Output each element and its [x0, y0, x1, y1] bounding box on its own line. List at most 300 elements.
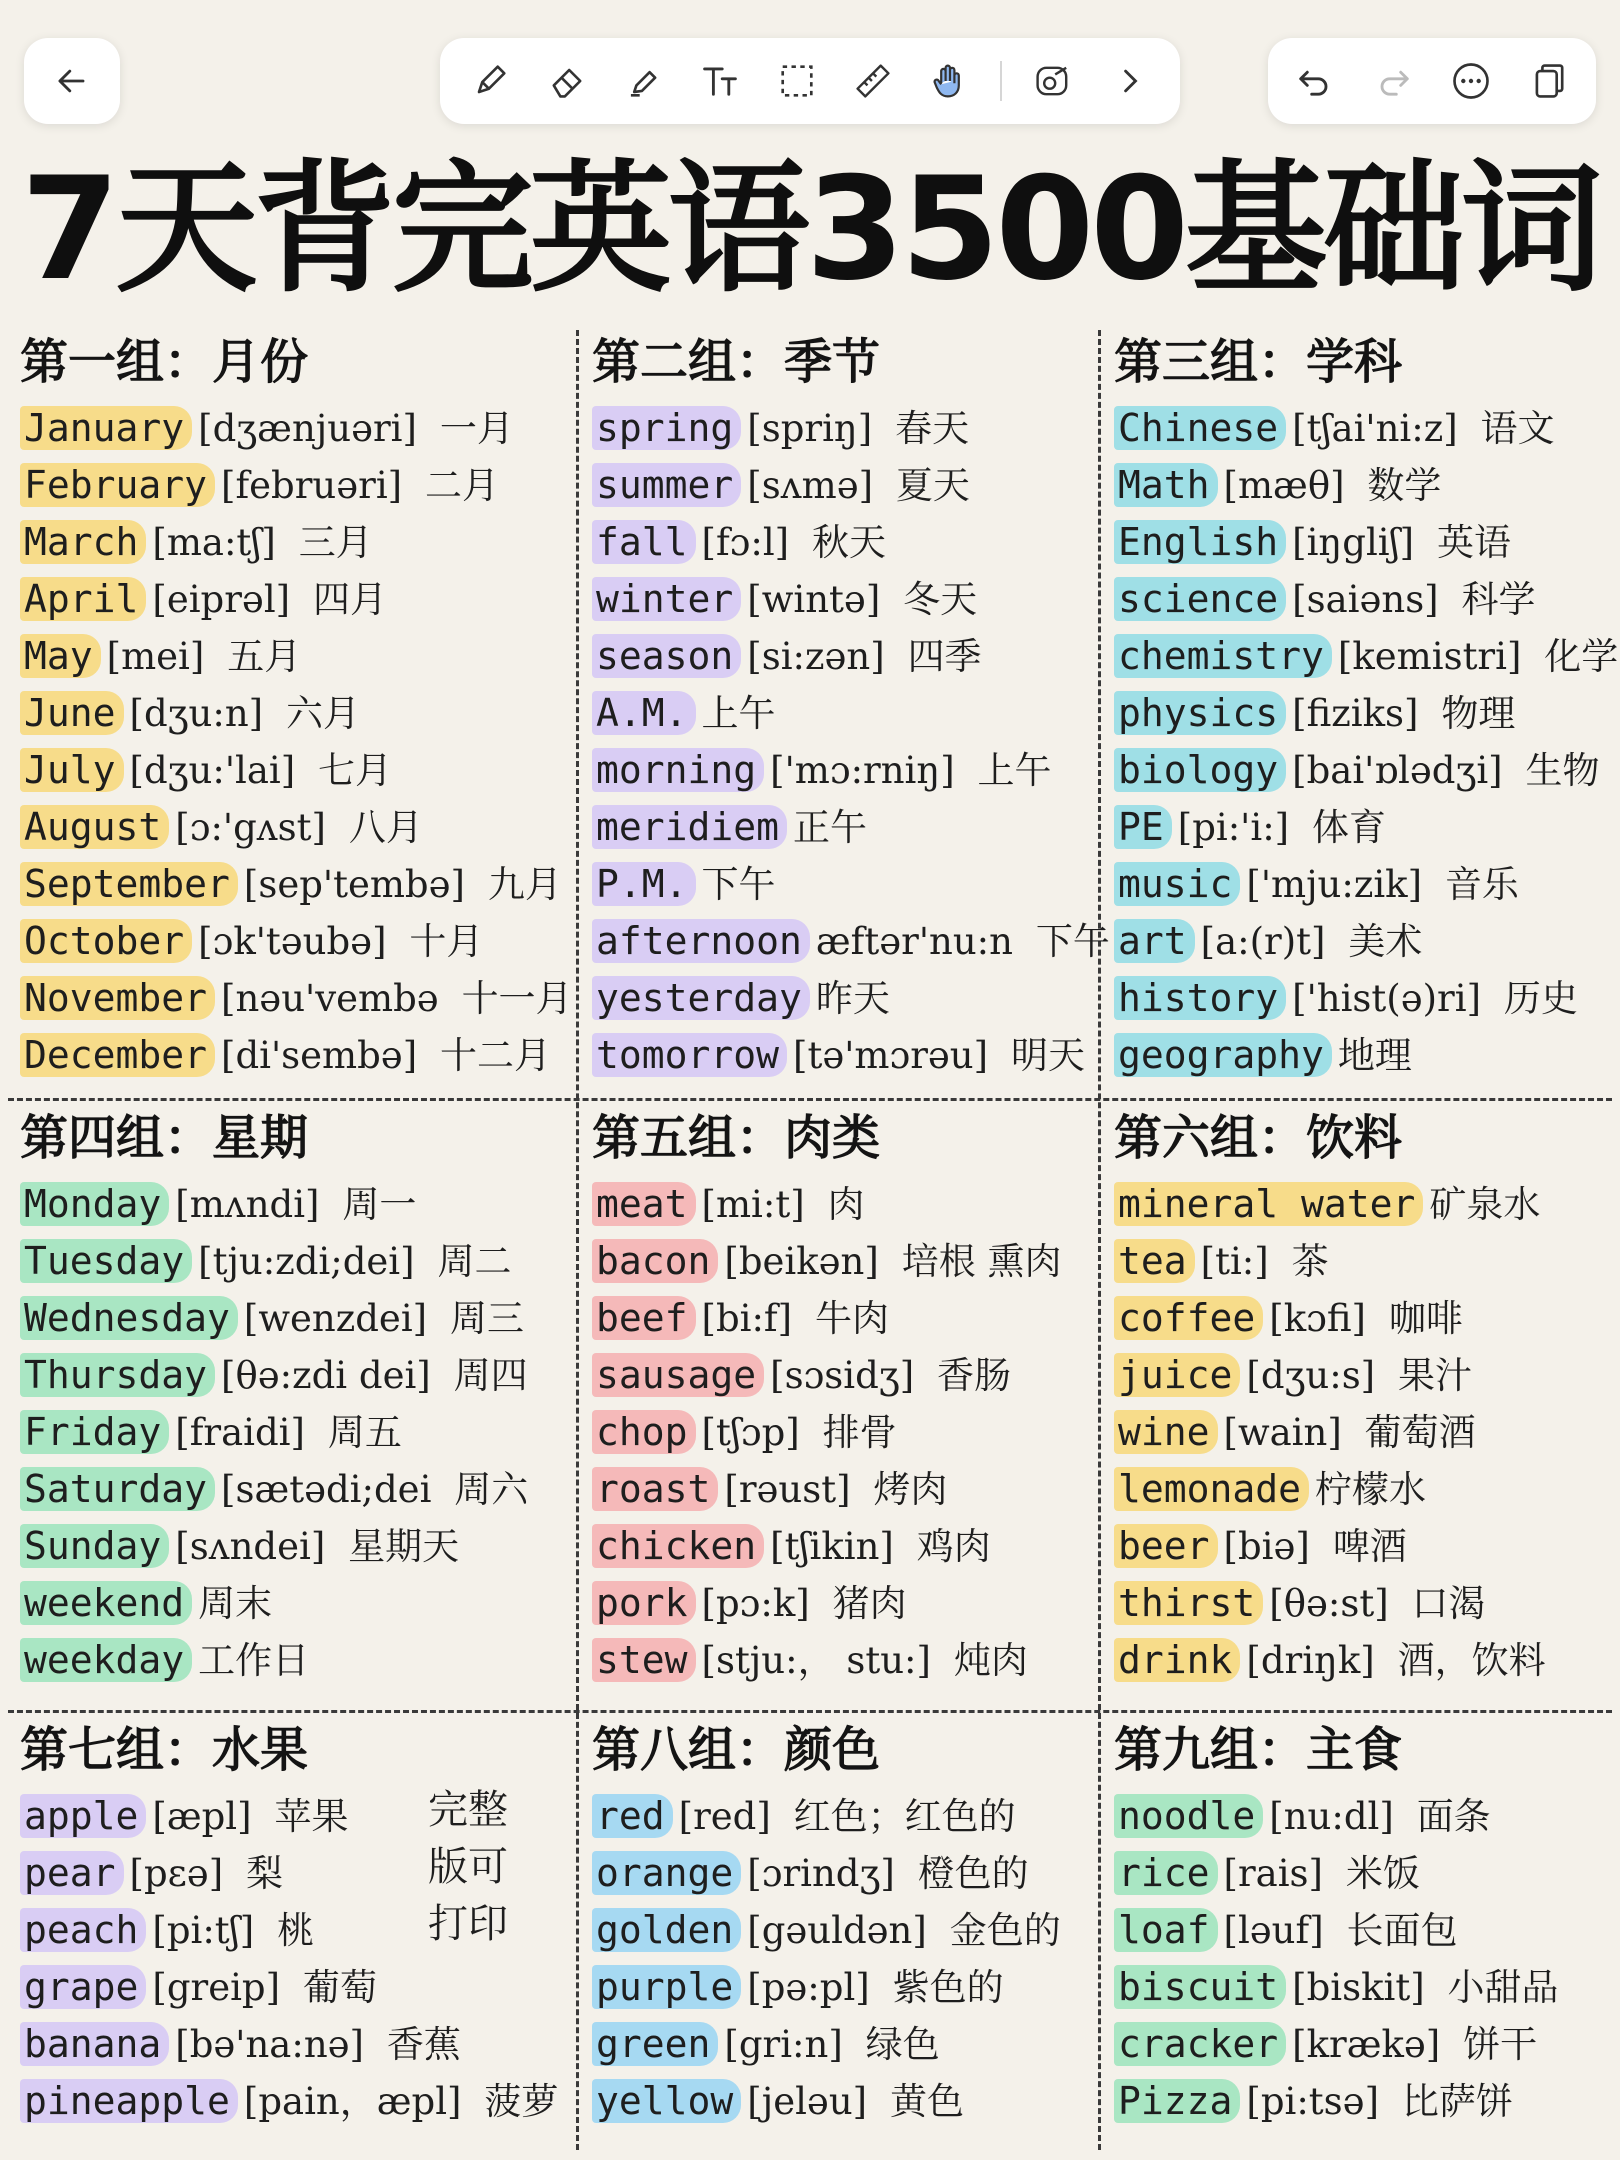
vocab-row [20, 799, 574, 856]
vocab-row [592, 1959, 1098, 2016]
phonetic: [biskit] [1292, 1966, 1425, 2009]
undo-icon[interactable] [1289, 55, 1341, 107]
ruler-icon[interactable] [847, 55, 899, 107]
english-word: weekend [20, 1581, 192, 1625]
tools-toolbar [440, 38, 1180, 124]
lasso-select-icon[interactable] [771, 55, 823, 107]
phonetic: [mi:t] [701, 1183, 805, 1226]
page-title: 7天背完英语3500基础词 [20, 147, 1600, 312]
phonetic: [mei] [106, 635, 205, 678]
chinese-meaning: 排骨 [822, 1411, 897, 1454]
phonetic: [tʃai'ni:z] [1292, 407, 1458, 450]
phonetic: [bai'ɒlədʒi] [1292, 749, 1503, 792]
phonetic: [wain] [1223, 1411, 1342, 1454]
chinese-meaning: 美术 [1348, 920, 1423, 963]
phonetic: [sʌndei] [175, 1525, 326, 1568]
vocab-row [1114, 1461, 1612, 1518]
phonetic: [a:(r)t] [1200, 920, 1326, 963]
english-word: tomorrow [592, 1033, 787, 1077]
vocab-row [1114, 571, 1612, 628]
phonetic: [greip] [152, 1966, 281, 2009]
chinese-meaning: 葡萄 [302, 1966, 377, 2009]
english-word: Monday [20, 1182, 169, 1226]
actions-toolbar [1268, 38, 1596, 124]
chinese-meaning: 上午 [701, 692, 776, 735]
vocab-row [592, 1788, 1098, 1845]
chinese-meaning: 冬天 [903, 578, 978, 621]
chinese-meaning: 葡萄酒 [1364, 1411, 1476, 1454]
vocab-row [20, 742, 574, 799]
vocab-row [20, 1959, 574, 2016]
english-word: purple [592, 1965, 741, 2009]
chinese-meaning: 周一 [342, 1183, 417, 1226]
english-word: Pizza [1114, 2079, 1240, 2123]
vocab-row [20, 1575, 574, 1632]
vocab-row [20, 1461, 574, 1518]
chinese-meaning: 矿泉水 [1429, 1183, 1541, 1226]
english-word: golden [592, 1908, 741, 1952]
vocab-row [592, 913, 1110, 970]
vocab-row [592, 2016, 1098, 2073]
eraser-icon[interactable] [541, 55, 593, 107]
english-word: cracker [1114, 2022, 1286, 2066]
chinese-meaning: 五月 [227, 635, 302, 678]
english-word: pear [20, 1851, 124, 1895]
english-word: January [20, 406, 192, 450]
phonetic: [saiəns] [1292, 578, 1439, 621]
english-word: June [20, 691, 124, 735]
column-divider [1098, 330, 1101, 2150]
english-word: stew [592, 1638, 696, 1682]
vocab-row [592, 970, 1098, 1027]
chinese-meaning: 小甜品 [1447, 1966, 1559, 2009]
column-divider [576, 330, 579, 2150]
phonetic: [mʌndi] [175, 1183, 320, 1226]
group-title: 第六组：饮料 [1114, 1110, 1403, 1166]
vocab-row [1114, 400, 1612, 457]
group-title: 第三组：学科 [1114, 334, 1403, 390]
english-word: chop [592, 1410, 696, 1454]
highlighter-icon[interactable] [617, 55, 669, 107]
english-word: summer [592, 463, 741, 507]
english-word: green [592, 2022, 718, 2066]
chinese-meaning: 数学 [1367, 464, 1442, 507]
vocab-row [592, 742, 1098, 799]
vocab-row [592, 1290, 1098, 1347]
chinese-meaning: 六月 [285, 692, 360, 735]
redo-icon[interactable] [1367, 55, 1419, 107]
chinese-meaning: 夏天 [895, 464, 970, 507]
phonetic: [jeləu] [747, 2080, 868, 2123]
english-word: chemistry [1114, 634, 1332, 678]
english-word: thirst [1114, 1581, 1263, 1625]
group-title: 第四组：星期 [20, 1110, 309, 1166]
chinese-meaning: 面条 [1416, 1795, 1491, 1838]
vocab-row [1114, 1233, 1612, 1290]
chinese-meaning: 红色；红色的 [793, 1795, 1016, 1838]
chinese-meaning: 物理 [1441, 692, 1516, 735]
word-group-3 [1102, 330, 1619, 1084]
group-title: 第九组：主食 [1114, 1722, 1403, 1778]
hand-icon[interactable] [924, 55, 976, 107]
phonetic: [ɔ:'gʌst] [175, 806, 326, 849]
word-group-8 [580, 1718, 1098, 2130]
chinese-meaning: 饼干 [1463, 2023, 1538, 2066]
chinese-meaning: 香肠 [937, 1354, 1012, 1397]
english-word: spring [592, 406, 741, 450]
chinese-meaning: 昨天 [815, 977, 890, 1020]
vocab-row [592, 799, 1098, 856]
word-group-9 [1102, 1718, 1612, 2130]
vocab-row [20, 400, 574, 457]
arrow-left-icon[interactable] [46, 55, 98, 107]
phonetic: [stju:， stu:] [701, 1639, 931, 1682]
vocab-row [1114, 970, 1612, 1027]
vocab-row [1114, 1176, 1612, 1233]
phonetic: [ma:tʃ] [152, 521, 276, 564]
english-word: March [20, 520, 146, 564]
chinese-meaning: 正午 [793, 806, 868, 849]
chinese-meaning: 猪肉 [832, 1582, 907, 1625]
vocab-row [592, 2073, 1098, 2130]
chinese-meaning: 体育 [1311, 806, 1386, 849]
english-word: Thursday [20, 1353, 215, 1397]
vocab-row [20, 913, 574, 970]
chinese-meaning: 炖肉 [953, 1639, 1028, 1682]
chinese-meaning: 菠萝 [484, 2080, 559, 2123]
vocab-row [1114, 1902, 1612, 1959]
vocab-grid [8, 330, 1619, 2150]
english-word: beef [592, 1296, 696, 1340]
phonetic: [tʃɔp] [701, 1411, 800, 1454]
vocab-row [592, 1176, 1098, 1233]
chinese-meaning: 七月 [318, 749, 393, 792]
vocab-row [1114, 2016, 1612, 2073]
chinese-meaning: 八月 [348, 806, 423, 849]
word-group-1 [8, 330, 574, 1084]
vocab-row [1114, 1347, 1612, 1404]
phonetic: [fiziks] [1292, 692, 1419, 735]
chinese-meaning: 周二 [437, 1240, 512, 1283]
english-word: geography [1114, 1033, 1332, 1077]
chinese-meaning: 苹果 [274, 1795, 349, 1838]
english-word: peach [20, 1908, 146, 1952]
phonetic: [spriŋ] [747, 407, 873, 450]
vocab-row [592, 856, 1098, 913]
english-word: orange [592, 1851, 741, 1895]
english-word: fall [592, 520, 696, 564]
chinese-meaning: 上午 [977, 749, 1052, 792]
english-word: A.M. [592, 691, 696, 735]
vocab-row [592, 400, 1098, 457]
phonetic: ['mɔ:rniŋ] [770, 749, 955, 792]
side-note-3: 打印 [428, 1901, 508, 1947]
chinese-meaning: 历史 [1503, 977, 1578, 1020]
text-tool-icon[interactable] [694, 55, 746, 107]
english-word: May [20, 634, 101, 678]
vocab-row [1114, 1404, 1612, 1461]
english-word: music [1114, 862, 1240, 906]
phonetic: [biə] [1223, 1525, 1310, 1568]
phonetic: [tə'mɔrəu] [793, 1034, 989, 1077]
english-word: Chinese [1114, 406, 1286, 450]
phonetic: [kɔfi] [1269, 1297, 1366, 1340]
chinese-meaning: 生物 [1525, 749, 1600, 792]
phonetic: ['hist(ə)ri] [1292, 977, 1482, 1020]
phonetic: [driŋk] [1246, 1639, 1375, 1682]
back-toolbar [24, 38, 120, 124]
phonetic: [sep'tembə] [243, 863, 465, 906]
english-word: weekday [20, 1638, 192, 1682]
phonetic: [pi:tʃ] [152, 1909, 255, 1952]
chinese-meaning: 紫色的 [892, 1966, 1004, 2009]
pages-icon[interactable] [1523, 55, 1575, 107]
vocab-row [592, 1845, 1098, 1902]
english-word: loaf [1114, 1908, 1218, 1952]
english-word: grape [20, 1965, 146, 2009]
vocab-row [20, 628, 574, 685]
chinese-meaning: 科学 [1461, 578, 1536, 621]
vocab-row [592, 1027, 1098, 1084]
english-word: drink [1114, 1638, 1240, 1682]
english-word: PE [1114, 805, 1172, 849]
chinese-meaning: 周三 [449, 1297, 524, 1340]
row-divider [8, 1098, 1612, 1101]
vocab-row [20, 970, 574, 1027]
vocab-row [1114, 1575, 1612, 1632]
chinese-meaning: 肉 [827, 1183, 865, 1226]
vocab-row [20, 1632, 574, 1689]
vocab-row [592, 1347, 1098, 1404]
english-word: roast [592, 1467, 718, 1511]
english-word: chicken [592, 1524, 764, 1568]
chinese-meaning: 一月 [439, 407, 514, 450]
vocab-row [20, 457, 574, 514]
english-word: October [20, 919, 192, 963]
phonetic: [iŋgliʃ] [1292, 521, 1415, 564]
group-title: 第一组：月份 [20, 334, 309, 390]
english-word: Math [1114, 463, 1218, 507]
phonetic: [θə:st] [1269, 1582, 1389, 1625]
phonetic: [pɔ:k] [701, 1582, 810, 1625]
vocab-row [592, 628, 1098, 685]
phonetic: [pεə] [129, 1852, 224, 1895]
vocab-row [592, 1902, 1098, 1959]
chinese-meaning: 金色的 [949, 1909, 1061, 1952]
phonetic: [sʌmə] [747, 464, 874, 507]
english-word: season [592, 634, 741, 678]
english-word: English [1114, 520, 1286, 564]
english-word: tea [1114, 1239, 1195, 1283]
chinese-meaning: 橙色的 [917, 1852, 1029, 1895]
vocab-row [20, 1404, 574, 1461]
phonetic: [ləuf] [1223, 1909, 1324, 1952]
vocab-row [20, 1233, 574, 1290]
vocab-row [20, 685, 574, 742]
phonetic: [si:zən] [747, 635, 885, 678]
chinese-meaning: 啤酒 [1332, 1525, 1407, 1568]
english-word: winter [592, 577, 741, 621]
word-group-2 [580, 330, 1110, 1084]
english-word: red [592, 1794, 673, 1838]
english-word: afternoon [592, 919, 810, 963]
chinese-meaning: 英语 [1436, 521, 1511, 564]
chinese-meaning: 化学 [1544, 635, 1619, 678]
chinese-meaning: 四季 [907, 635, 982, 678]
chinese-meaning: 口渴 [1411, 1582, 1486, 1625]
english-word: meridiem [592, 805, 787, 849]
phonetic: [rais] [1223, 1852, 1323, 1895]
phonetic: [gəuldən] [747, 1909, 927, 1952]
phonetic: [ɔk'təubə] [198, 920, 387, 963]
chinese-meaning: 周六 [454, 1468, 529, 1511]
phonetic: [dʒu:s] [1246, 1354, 1376, 1397]
english-word: apple [20, 1794, 146, 1838]
vocab-row [1114, 1959, 1612, 2016]
chinese-meaning: 香蕉 [386, 2023, 461, 2066]
chinese-meaning: 周五 [327, 1411, 402, 1454]
vocab-row [20, 856, 574, 913]
vocab-row [20, 571, 574, 628]
english-word: pork [592, 1581, 696, 1625]
english-word: December [20, 1033, 215, 1077]
phonetic: [februəri] [221, 464, 403, 507]
chinese-meaning: 咖啡 [1388, 1297, 1463, 1340]
chinese-meaning: 长面包 [1346, 1909, 1458, 1952]
phonetic: [ɔrindʒ] [747, 1852, 895, 1895]
phonetic: [gri:n] [724, 2023, 843, 2066]
vocab-row [20, 1027, 574, 1084]
phonetic: [pain，æpl] [243, 2080, 462, 2123]
chinese-meaning: 春天 [895, 407, 970, 450]
vocab-row [592, 1461, 1098, 1518]
chinese-meaning: 秋天 [812, 521, 886, 564]
chinese-meaning: 工作日 [198, 1639, 310, 1682]
english-word: Tuesday [20, 1239, 192, 1283]
chinese-meaning: 牛肉 [814, 1297, 889, 1340]
chinese-meaning: 梨 [246, 1852, 284, 1895]
vocab-row [1114, 457, 1612, 514]
chinese-meaning: 四月 [312, 578, 387, 621]
chinese-meaning: 桃 [277, 1909, 315, 1952]
vocab-row [1114, 685, 1612, 742]
vocab-row [592, 514, 1098, 571]
english-word: April [20, 577, 146, 621]
vocab-row [20, 1518, 574, 1575]
phonetic: [bə'na:nə] [175, 2023, 364, 2066]
english-word: Sunday [20, 1524, 169, 1568]
chinese-meaning: 鸡肉 [916, 1525, 991, 1568]
chinese-meaning: 二月 [425, 464, 500, 507]
english-word: November [20, 976, 215, 1020]
vocab-row [20, 1290, 574, 1347]
vocab-row [1114, 628, 1619, 685]
phonetic: [kemistri] [1337, 635, 1522, 678]
english-word: art [1114, 919, 1195, 963]
vocab-row [20, 1347, 574, 1404]
chinese-meaning: 下午 [701, 863, 776, 906]
group-title: 第八组：颜色 [592, 1722, 881, 1778]
english-word: biology [1114, 748, 1286, 792]
chinese-meaning: 果汁 [1398, 1354, 1473, 1397]
chevron-right-icon[interactable] [1104, 55, 1156, 107]
chinese-meaning: 九月 [487, 863, 562, 906]
vocab-row [592, 685, 1098, 742]
chinese-meaning: 三月 [298, 521, 373, 564]
phonetic: [red] [678, 1795, 771, 1838]
phonetic: [beikən] [724, 1240, 879, 1283]
chinese-meaning: 培根 熏肉 [901, 1240, 1062, 1283]
vocab-row [20, 1176, 574, 1233]
english-word: wine [1114, 1410, 1218, 1454]
chinese-meaning: 绿色 [865, 2023, 940, 2066]
english-word: juice [1114, 1353, 1240, 1397]
more-icon[interactable] [1445, 55, 1497, 107]
vocab-row [1114, 799, 1612, 856]
phonetic: [di'sembə] [221, 1034, 418, 1077]
side-note-1: 完整 [428, 1787, 508, 1833]
vocab-row [1114, 913, 1612, 970]
chinese-meaning: 地理 [1337, 1034, 1412, 1077]
english-word: Saturday [20, 1467, 215, 1511]
english-word: banana [20, 2022, 169, 2066]
vocab-row [1114, 1788, 1612, 1845]
phonetic: [mæθ] [1223, 464, 1345, 507]
vocab-row [592, 1233, 1098, 1290]
phonetic: [θə:zdi dei] [221, 1354, 431, 1397]
chinese-meaning: 十一月 [461, 977, 573, 1020]
phonetic: [krækə] [1292, 2023, 1441, 2066]
group-title: 第二组：季节 [592, 334, 881, 390]
chinese-meaning: 十二月 [440, 1034, 552, 1077]
english-word: morning [592, 748, 764, 792]
phonetic: [dʒu:'lai] [129, 749, 296, 792]
chinese-meaning: 比萨饼 [1401, 2080, 1513, 2123]
vocab-row [20, 2016, 574, 2073]
group-title: 第五组：肉类 [592, 1110, 881, 1166]
phonetic: [pi:'i:] [1177, 806, 1290, 849]
chinese-meaning: 周四 [453, 1354, 528, 1397]
phonetic: [æpl] [152, 1795, 252, 1838]
vocab-row [1114, 2073, 1612, 2130]
english-word: beer [1114, 1524, 1218, 1568]
pencil-icon[interactable] [464, 55, 516, 107]
english-word: August [20, 805, 169, 849]
english-word: July [20, 748, 124, 792]
phonetic: ['mju:zik] [1246, 863, 1423, 906]
phonetic: [pi:tsə] [1246, 2080, 1379, 2123]
phonetic: [bi:f] [701, 1297, 793, 1340]
phonetic: [tʃikin] [770, 1525, 894, 1568]
vocab-row [1114, 742, 1612, 799]
vocab-row [1114, 1518, 1612, 1575]
vocab-row [592, 457, 1098, 514]
chinese-meaning: 周末 [198, 1582, 273, 1625]
shapes-icon[interactable] [1027, 55, 1079, 107]
chinese-meaning: 语文 [1480, 407, 1555, 450]
phonetic: [dʒu:n] [129, 692, 264, 735]
chinese-meaning: 十月 [409, 920, 484, 963]
vocab-row [592, 1575, 1098, 1632]
vocab-row [20, 2073, 574, 2130]
english-word: P.M. [592, 862, 696, 906]
chinese-meaning: 音乐 [1444, 863, 1519, 906]
vocab-row [1114, 1632, 1612, 1689]
chinese-meaning: 黄色 [889, 2080, 964, 2123]
phonetic: [fɔ:l] [701, 521, 790, 564]
english-word: coffee [1114, 1296, 1263, 1340]
english-word: rice [1114, 1851, 1218, 1895]
